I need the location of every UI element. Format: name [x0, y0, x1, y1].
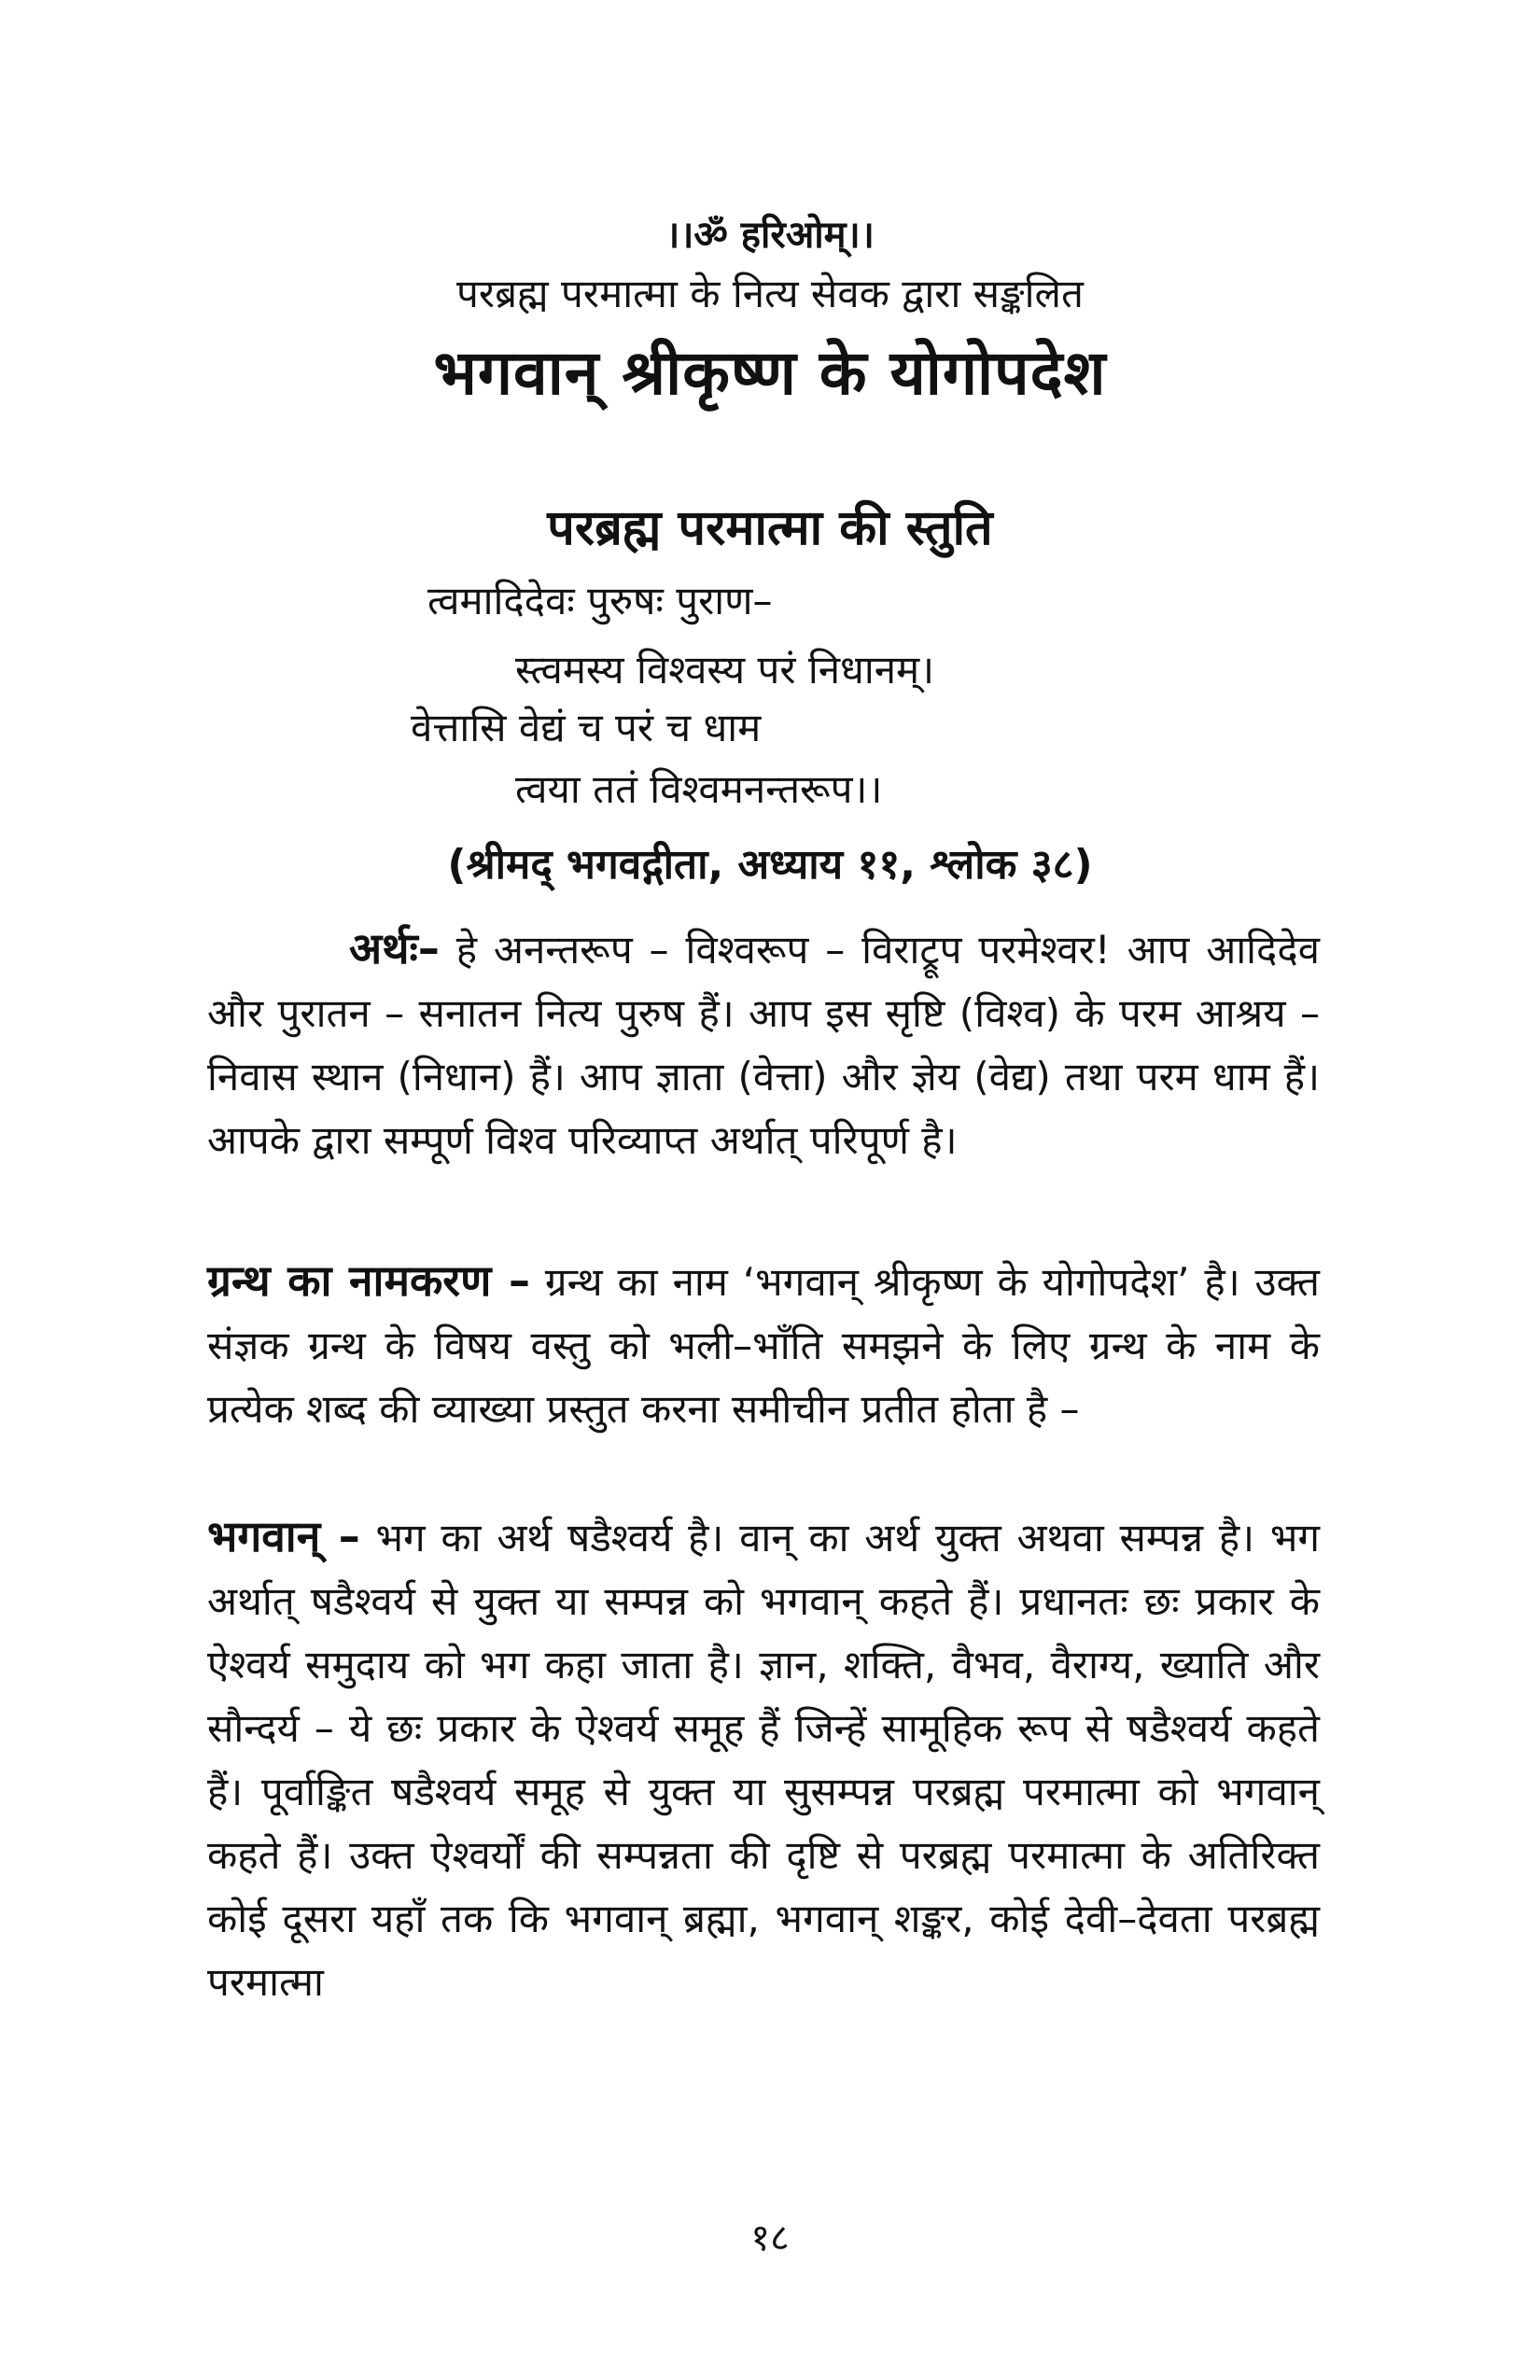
verse-line: वेत्तासि वेद्यं च परं च धाम [411, 705, 762, 750]
bhagavan-text: भग का अर्थ षडैश्वर्य है। वान् का अर्थ युक्त अथवा सम्पन्न है। भग अर्थात् षडैश्वर्य से युक्त या सम्पन्न को भगवान् कहते हैं। प्रधानतः छः प्रकार के ऐश्वर्य समुदाय को भग कहा जाता है। ज्ञान, शक्ति, वैभव, वैराग्य, ख्याति और सौन्दर्य – ये छः प्रकार के ऐश्वर्य समूह हैं जिन्हें सामूहिक रूप से षडैश्वर्य कहते हैं। पूर्वाङ्कित षडैश्वर्य समूह से युक्त या सुसम्पन्न परब्रह्म परमात्मा को भगवान् कहते हैं। उक्त ऐश्वर्यों की सम्पन्नता की दृष्टि से परब्रह्म परमात्मा के अतिरिक्त कोई दूसरा यहाँ तक कि भगवान् ब्रह्मा, भगवान् शङ्कर, कोई देवी–देवता परब्रह्म परमात्मा [207, 1515, 1320, 2005]
meaning-text: हे अनन्तरूप – विश्वरूप – विराट्रूप परमेश्वर! आप आदिदेव और पुरातन – सनातन नित्य पुरुष हैं। आप इस सृष्टि (विश्व) के परम आश्रय – निवास स्थान (निधान) हैं। आप ज्ञाता (वेत्ता) और ज्ञेय (वेद्य) तथा परम धाम हैं। आपके द्वारा सम्पूर्ण विश्व परिव्याप्त अर्थात् परिपूर्ण है। [207, 927, 1320, 1163]
section-heading: परब्रह्म परमात्मा की स्तुति [547, 500, 993, 556]
verse-line: त्वमादिदेवः पुरुषः पुराण– [427, 578, 773, 623]
bhagavan-lead: भगवान् – [207, 1511, 360, 1561]
meaning-lead: अर्थः– [349, 923, 440, 973]
verse-line: त्वया ततं विश्वमनन्तरूप।। [515, 766, 883, 812]
book-title: भगवान् श्रीकृष्ण के योगोपदेश [433, 337, 1107, 409]
bhagavan-paragraph [207, 1505, 1320, 2014]
page-header [0, 207, 1540, 422]
naming-lead: ग्रन्थ का नामकरण – [207, 1255, 530, 1306]
compiler-line: परब्रह्म परमात्मा के नित्य सेवक द्वारा सङ्कलित [456, 271, 1084, 316]
meaning-paragraph [207, 917, 1320, 1172]
page-number: १८ [750, 2217, 790, 2260]
invocation-line: ।।ॐ हरिओम्।। [665, 214, 875, 257]
naming-text: ग्रन्थ का नाम ‘भगवान् श्रीकृष्ण के योगोपदेश’ है। उक्त संज्ञक ग्रन्थ के विषय वस्तु को भली–भाँति समझने के लिए ग्रन्थ के नाम के प्रत्येक शब्द की व्याख्या प्रस्तुत करना समीचीन प्रतीत होता है – [207, 1259, 1320, 1432]
naming-paragraph [207, 1249, 1320, 1441]
verse-citation: (श्रीमद् भगवद्गीता, अध्याय ११, श्लोक ३८) [447, 841, 1093, 889]
verse-line: स्त्वमस्य विश्वस्य परं निधानम्। [515, 647, 935, 693]
